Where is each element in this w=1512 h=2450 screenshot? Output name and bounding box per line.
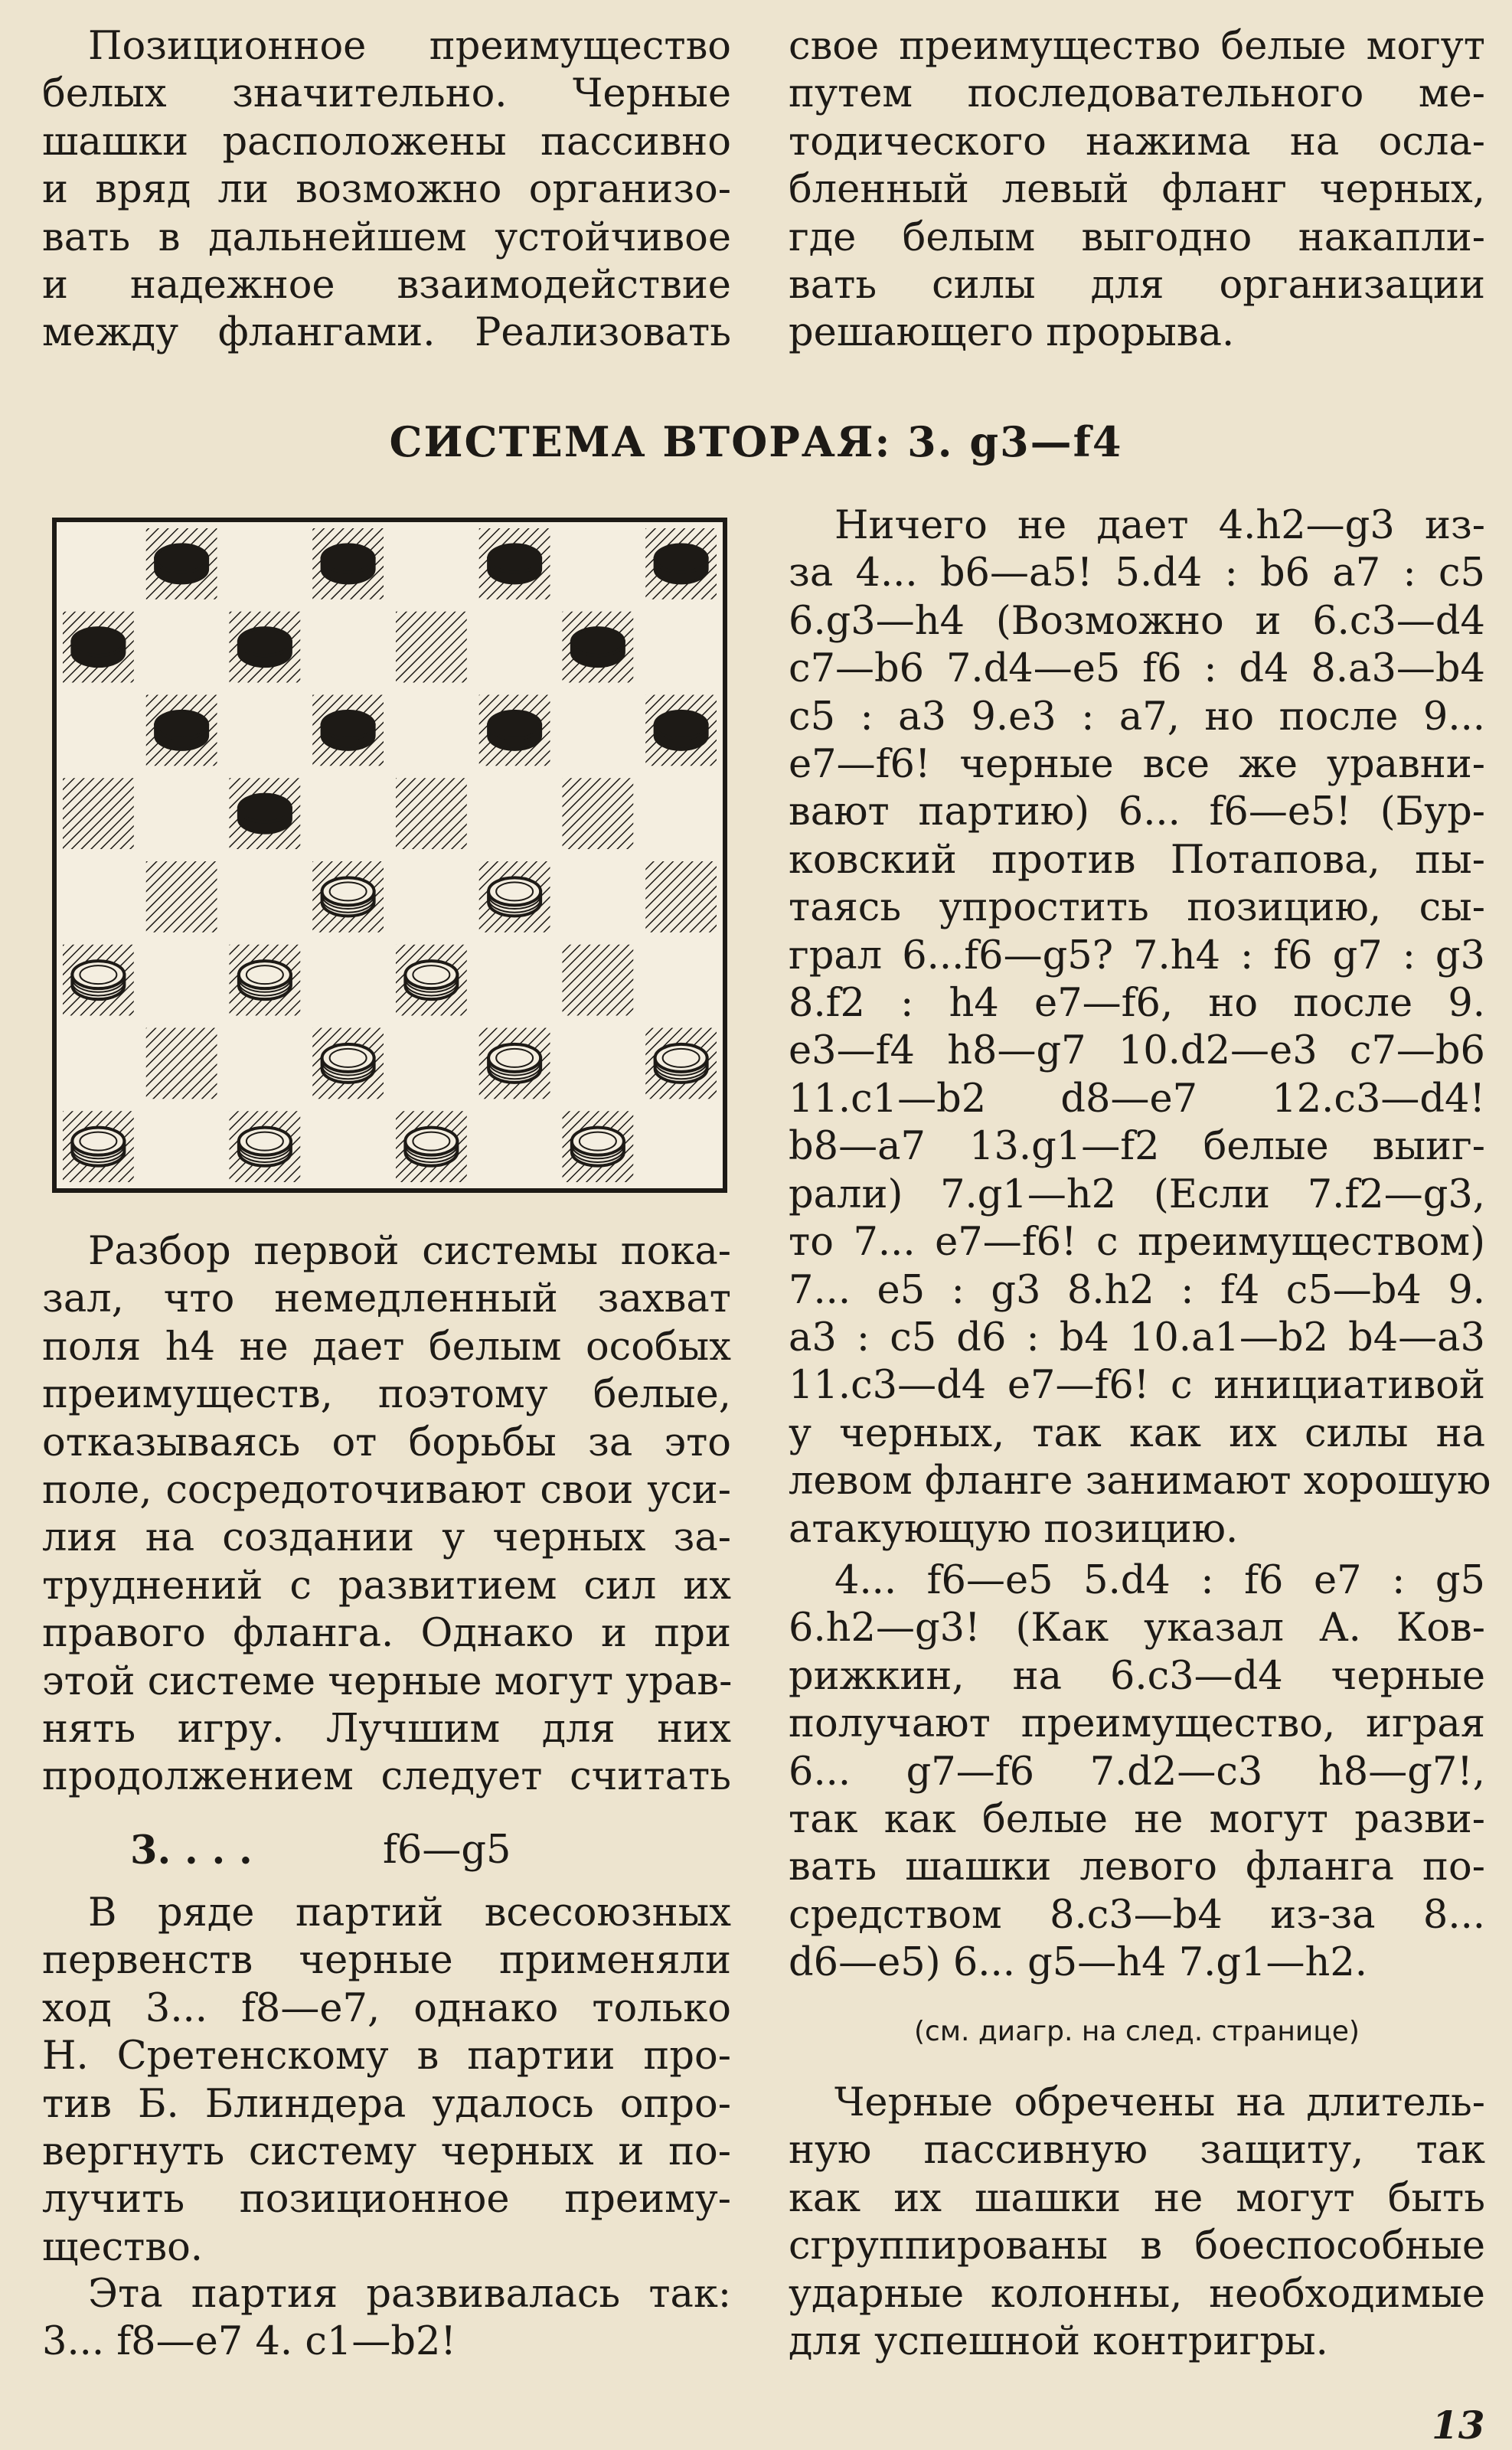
right-lower-column-2 — [789, 1557, 1485, 1988]
text-line: лия на создании у черных за- — [42, 1515, 731, 1561]
white-piece-a1 — [72, 1128, 124, 1166]
text-line: Черные обречены на длитель- — [834, 2080, 1485, 2125]
text-line: левом фланге занимают хорошую — [789, 1459, 1491, 1504]
text-line: e3—f4 h8—g7 10.d2—e3 c7—b6 — [789, 1028, 1485, 1074]
text-line: Ничего не дает 4.h2—g3 из- — [834, 503, 1485, 548]
text-line: Разбор первой системы пока- — [88, 1229, 731, 1274]
text-line: тив Б. Блиндера удалось опро- — [42, 2081, 731, 2127]
black-piece-b6 — [155, 711, 207, 750]
text-line: ную пассивную защиту, так — [789, 2128, 1485, 2174]
text-line: шашки расположены пассивно — [42, 119, 731, 165]
text-line: c7—b6 7.d4—e5 f6 : d4 8.a3—b4 — [789, 646, 1485, 692]
white-piece-d4 — [322, 877, 374, 916]
text-line: за 4... b6—a5! 5.d4 : b6 a7 : c5 — [789, 550, 1485, 596]
text-line: бленный левый фланг черных, — [789, 167, 1485, 213]
text-line: 8.f2 : h4 e7—f6, но после 9. — [789, 981, 1485, 1027]
text-line: продолжением следует считать — [42, 1754, 731, 1800]
text-line: так как белые не могут разви- — [789, 1797, 1485, 1843]
white-piece-c3 — [239, 961, 291, 999]
text-line: белых значительно. Черные — [42, 71, 731, 117]
text-line: и надежное взаимодействие — [42, 263, 731, 309]
black-piece-c5 — [239, 795, 291, 833]
black-piece-f8 — [488, 544, 540, 583]
text-line: для успешной контригры. — [789, 2319, 1328, 2365]
dark-square — [396, 778, 467, 849]
text-line: вают партию) 6... f6—e5! (Бур- — [789, 789, 1485, 835]
dark-square — [146, 861, 217, 933]
white-piece-e1 — [405, 1128, 457, 1166]
white-piece-f2 — [488, 1044, 540, 1083]
left-lower-column-2 — [42, 1890, 731, 2272]
text-line: таясь упростить позицию, сы- — [789, 885, 1485, 931]
checkers-board — [52, 518, 727, 1193]
text-line: сгруппированы в боеспособные — [789, 2223, 1485, 2269]
text-line: 4... f6—e5 5.d4 : f6 e7 : g5 — [834, 1558, 1485, 1603]
text-line: b8—a7 13.g1—f2 белые выиг- — [789, 1124, 1485, 1170]
text-line: 11.c3—d4 e7—f6! с инициативой — [789, 1363, 1485, 1409]
text-line: вать шашки левого фланга по- — [789, 1844, 1485, 1890]
text-line: этой системе черные могут урав- — [42, 1658, 733, 1704]
text-line: 3... f8—e7 4. c1—b2! — [42, 2319, 456, 2365]
white-piece-e3 — [405, 961, 457, 999]
text-line: вать силы для организации — [789, 263, 1485, 309]
right-lower-column-3 — [789, 2079, 1485, 2366]
black-piece-h6 — [655, 711, 707, 750]
text-line: 6... g7—f6 7.d2—c3 h8—g7!, — [789, 1749, 1485, 1795]
move-line — [130, 1827, 666, 1875]
text-line: правого фланга. Однако и при — [42, 1611, 731, 1657]
text-line: отказываясь от борьбы за это — [42, 1419, 731, 1465]
text-line: 11.c1—b2 d8—e7 12.c3—d4! — [789, 1076, 1485, 1122]
text-line: a3 : c5 d6 : b4 10.a1—b2 b4—a3 — [789, 1315, 1485, 1361]
text-line: и вряд ли возможно организо- — [42, 167, 731, 213]
text-line: 7... e5 : g3 8.h2 : f4 c5—b4 9. — [789, 1267, 1485, 1313]
text-line: как их шашки не могут быть — [789, 2175, 1485, 2221]
white-piece-f4 — [488, 877, 540, 916]
dark-square — [63, 778, 134, 849]
black-piece-h8 — [655, 544, 707, 583]
text-line: В ряде партий всесоюзных — [88, 1890, 731, 1936]
text-line: d6—e5) 6... g5—h4 7.g1—h2. — [789, 1940, 1367, 1986]
white-piece-a3 — [72, 961, 124, 999]
left-lower-column-3 — [42, 2271, 731, 2367]
move-text: f6—g5 — [383, 1828, 511, 1873]
text-line: c5 : a3 9.e3 : a7, но после 9... — [789, 694, 1485, 740]
text-line: лучить позиционное преиму- — [42, 2177, 731, 2223]
black-piece-b8 — [155, 544, 207, 583]
section-heading: СИСТЕМА ВТОРАЯ: 3. g3—f4 — [389, 417, 1123, 466]
text-line: вергнуть систему черных и по- — [42, 2129, 731, 2175]
text-line: e7—f6! черные все же уравни- — [789, 742, 1485, 788]
text-line: 6.g3—h4 (Возможно и 6.c3—d4 — [789, 598, 1485, 644]
text-line: средством 8.c3—b4 из-за 8... — [789, 1892, 1485, 1938]
move-number: 3. . . . — [130, 1828, 253, 1873]
text-line: труднений с развитием сил их — [42, 1563, 731, 1609]
dark-square — [645, 861, 717, 933]
white-piece-c1 — [239, 1128, 291, 1166]
black-piece-c7 — [239, 628, 291, 666]
text-line: получают преимущество, играя — [789, 1701, 1485, 1747]
black-piece-d6 — [322, 711, 374, 750]
diagram-note: (см. диагр. на след. странице) — [914, 2016, 1360, 2047]
text-line: где белым выгодно накапли- — [789, 214, 1485, 260]
white-piece-d2 — [322, 1044, 374, 1083]
text-line: путем последовательного ме- — [789, 71, 1485, 117]
text-line: у черных, так как их силы на — [789, 1410, 1485, 1456]
text-line: свое преимущество белые могут — [789, 24, 1485, 69]
text-line: преимуществ, поэтому белые, — [42, 1372, 731, 1418]
top-left-column — [42, 23, 731, 358]
text-line: ковский против Потапова, пы- — [789, 837, 1485, 883]
dark-square — [146, 1028, 217, 1099]
text-line: ударные колонны, необходимые — [789, 2271, 1485, 2317]
dark-square — [396, 612, 467, 683]
text-line: поля h4 не дает белым особых — [42, 1324, 731, 1370]
white-piece-g1 — [572, 1128, 624, 1166]
top-right-column — [789, 23, 1485, 358]
text-line: решающего прорыва. — [789, 310, 1235, 356]
text-line: то 7... e7—f6! с преимуществом) — [789, 1220, 1485, 1266]
text-line: Позиционное преимущество — [88, 24, 731, 69]
text-line: рижкин, на 6.c3—d4 черные — [789, 1653, 1485, 1699]
black-piece-a7 — [72, 628, 124, 666]
text-line: щество. — [42, 2224, 204, 2270]
text-line: нять игру. Лучшим для них — [42, 1707, 731, 1753]
text-line: 6.h2—g3! (Как указал А. Ков- — [789, 1606, 1485, 1651]
dark-square — [563, 945, 634, 1016]
right-lower-column — [789, 502, 1491, 1553]
text-line: тодического нажима на осла- — [789, 119, 1485, 165]
left-lower-column — [42, 1228, 731, 1802]
black-piece-f6 — [488, 711, 540, 750]
text-line: грал 6...f6—g5? 7.h4 : f6 g7 : g3 — [789, 933, 1485, 978]
text-line: поле, сосредоточивают свои уси- — [42, 1468, 731, 1514]
text-line: ход 3... f8—e7, однако только — [42, 1985, 731, 2031]
white-piece-h2 — [655, 1044, 707, 1083]
black-piece-d8 — [322, 544, 374, 583]
text-line: зал, что немедленный захват — [42, 1276, 731, 1322]
text-line: Эта партия развивалась так: — [88, 2272, 731, 2317]
text-line: между флангами. Реализовать — [42, 310, 731, 356]
text-line: Н. Сретенскому в партии про- — [42, 2034, 731, 2079]
page-number: 13 — [1432, 2403, 1485, 2448]
text-line: первенств черные применяли — [42, 1938, 731, 1984]
black-piece-g7 — [572, 628, 624, 666]
dark-square — [563, 778, 634, 849]
text-line: вать в дальнейшем устойчивое — [42, 214, 731, 260]
text-line: рали) 7.g1—h2 (Если 7.f2—g3, — [789, 1171, 1485, 1217]
text-line: атакующую позицию. — [789, 1506, 1239, 1552]
